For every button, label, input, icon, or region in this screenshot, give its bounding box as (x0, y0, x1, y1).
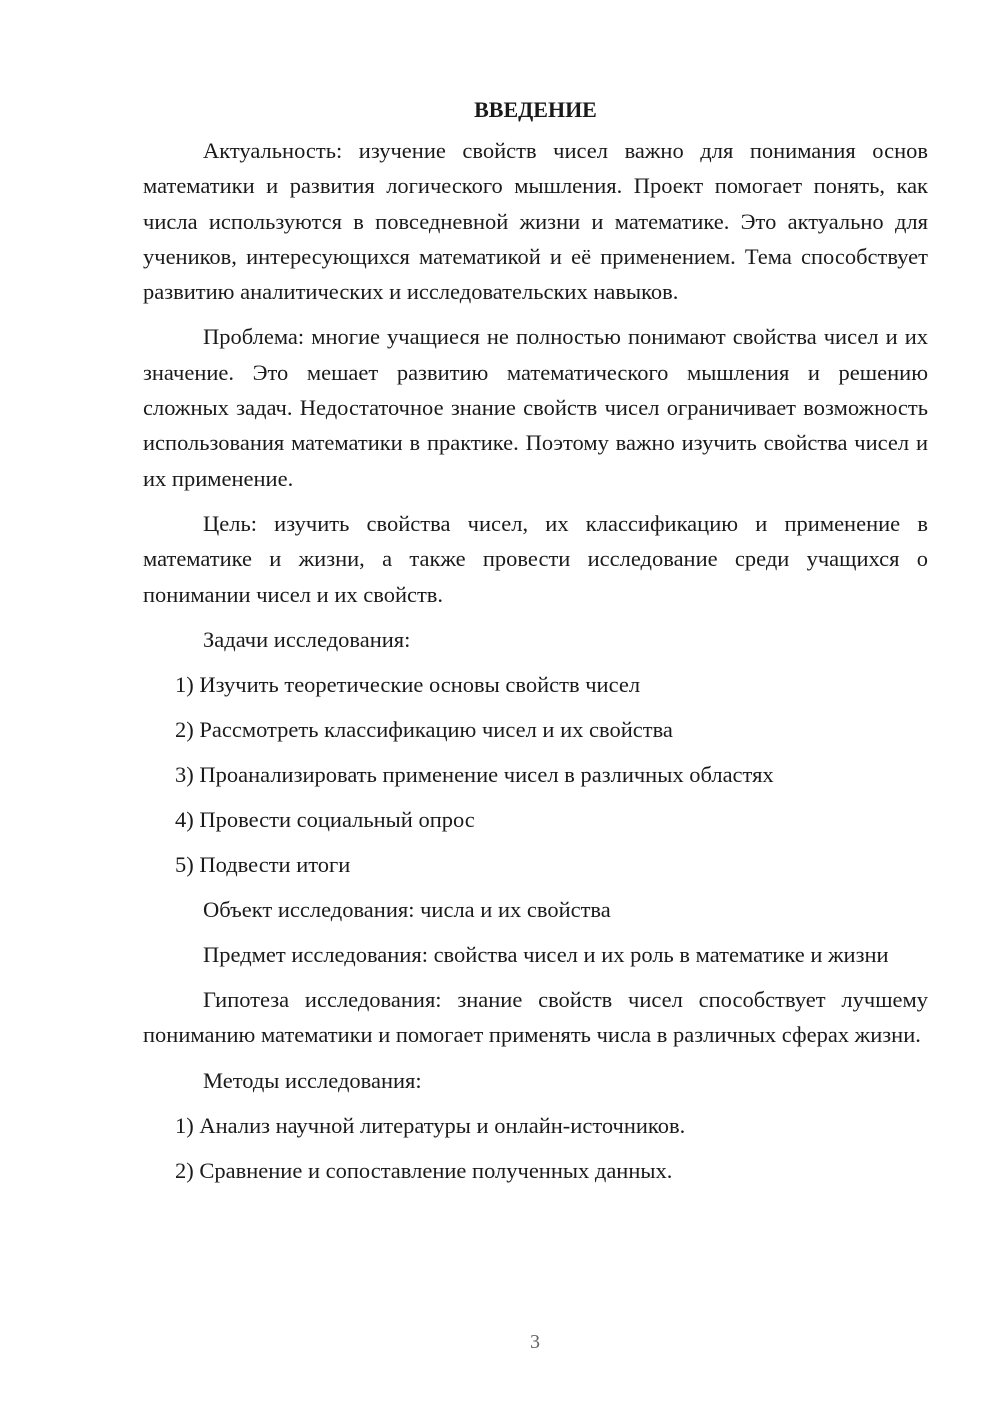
list-item: 2) Сравнение и сопоставление полученных данных. (175, 1157, 673, 1183)
list-item: 1) Анализ научной литературы и онлайн-источников. (175, 1112, 686, 1138)
goal-paragraph: Цель: изучить свойства чисел, их классификацию и применение в математике и жизни, а также провести исследование среди учащихся о понимании чисел и их свойств. (143, 510, 928, 607)
methods-list (143, 1108, 928, 1188)
document-page (143, 92, 928, 1198)
tasks-list (143, 667, 928, 882)
list-item: 4) Провести социальный опрос (175, 806, 475, 832)
list-item: 2) Рассмотреть классификацию чисел и их свойства (175, 716, 673, 742)
methods-title: Методы исследования: (203, 1067, 422, 1093)
problem-paragraph: Проблема: многие учащиеся не полностью понимают свойства чисел и их значение. Это мешает развитию математического мышления и решению сложных задач. Недостаточное знание свойств чисел ограничивает возможность использования математики в практике. Поэтому важно изучить свойства чисел и их применение. (143, 324, 928, 491)
page-number: 3 (530, 1331, 540, 1353)
relevance-paragraph: Актуальность: изучение свойств чисел важно для понимания основ математики и развития логического мышления. Проект помогает понять, как числа используются в повседневной жизни и математике. Это актуально для учеников, интересующихся математикой и её применением. Тема способствует развитию аналитических и исследовательских навыков. (143, 138, 928, 305)
list-item: 1) Изучить теоретические основы свойств чисел (175, 671, 641, 697)
hypothesis-paragraph: Гипотеза исследования: знание свойств чисел способствует лучшему пониманию математики и помогает применять числа в различных сферах жизни. (143, 987, 928, 1048)
object-line: Объект исследования: числа и их свойства (203, 896, 611, 922)
list-item: 5) Подвести итоги (175, 851, 351, 877)
section-heading: ВВЕДЕНИЕ (474, 97, 597, 122)
subject-paragraph: Предмет исследования: свойства чисел и их роль в математике и жизни (203, 941, 889, 967)
list-item: 3) Проанализировать применение чисел в различных областях (175, 761, 774, 787)
tasks-title: Задачи исследования: (203, 626, 411, 652)
